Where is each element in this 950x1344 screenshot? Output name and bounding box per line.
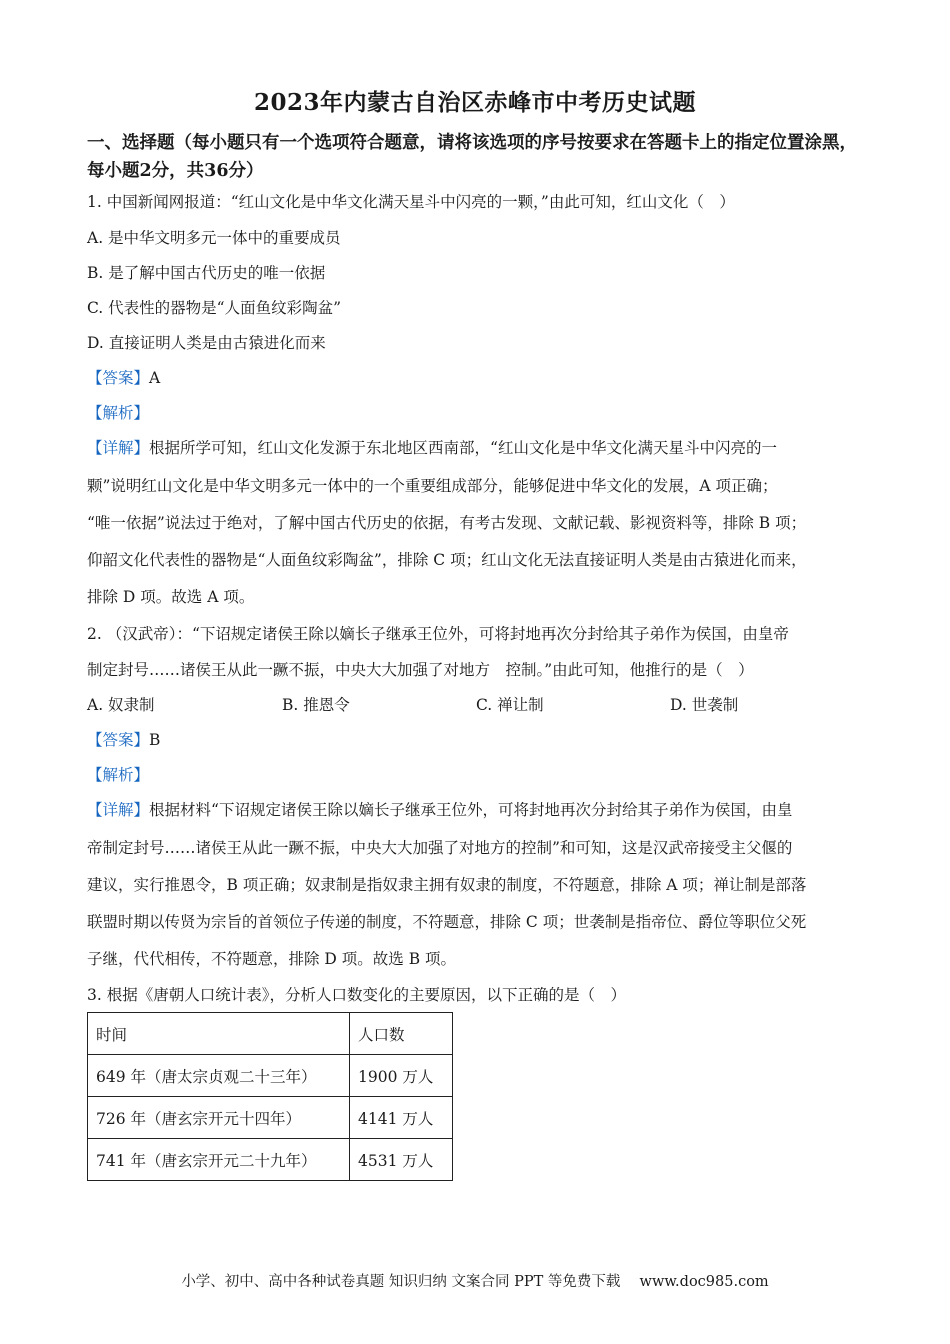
section-heading: 一、选择题（每小题只有一个选项符合题意，请将该选项的序号按要求在答题卡上的指定位置涂黑，每小题2分，共36分）	[87, 133, 857, 181]
q2-option-b: B. 推恩令	[282, 696, 350, 714]
page-title: 2023年内蒙古自治区赤峰市中考历史试题	[253, 89, 696, 116]
table-cell: 1900 万人	[350, 1055, 453, 1097]
q2-detail-line: 建议，实行推恩令，B 项正确；奴隶制是指奴隶主拥有奴隶的制度，不符题意，排除 A 项；禅让制是部落	[87, 876, 807, 894]
q2-stem-line: 制定封号……诸侯王从此一蹶不振，中央大大加强了对地方 控制。”由此可知，他推行的是（ ）	[87, 661, 754, 679]
detail-tag: 【详解】	[87, 801, 150, 819]
q1-detail-line: 颗”说明红山文化是中华文明多元一体中的一个重要组成部分，能够促进中华文化的发展，A 项正确；	[87, 477, 778, 495]
answer-tag: 【答案】	[87, 731, 150, 749]
table-header-cell: 人口数	[350, 1013, 453, 1055]
q1-option-b: B. 是了解中国古代历史的唯一依据	[87, 264, 326, 282]
q3-stem: 3. 根据《唐朝人口统计表》，分析人口数变化的主要原因，以下正确的是（ ）	[87, 986, 626, 1004]
q1-analysis-tag: 【解析】	[87, 404, 150, 422]
q2-detail-line: 帝制定封号……诸侯王从此一蹶不振，中央大大加强了对地方的控制”和可知，这是汉武帝接受主父偃的	[87, 839, 793, 857]
table-cell: 4141 万人	[350, 1097, 453, 1139]
q1-option-a: A. 是中华文明多元一体中的重要成员	[87, 229, 341, 247]
q2-answer	[87, 728, 160, 750]
detail-text: 根据所学可知，红山文化发源于东北地区西南部，“红山文化是中华文化满天星斗中闪亮的一	[149, 439, 777, 457]
q1-answer	[87, 366, 160, 388]
table-row	[88, 1055, 453, 1097]
q2-detail-line: 联盟时期以传贤为宗旨的首领位子传递的制度，不符题意，排除 C 项；世袭制是指帝位、爵位等职位父死	[87, 913, 807, 931]
q1-option-d: D. 直接证明人类是由古猿进化而来	[87, 334, 326, 352]
answer-value: A	[149, 369, 161, 387]
table-cell: 741 年（唐玄宗开元二十九年）	[88, 1139, 350, 1181]
table-row	[88, 1139, 453, 1181]
q2-option-c: C. 禅让制	[476, 696, 544, 714]
q2-detail-line: 子继，代代相传，不符题意，排除 D 项。故选 B 项。	[87, 950, 457, 968]
table-cell: 726 年（唐玄宗开元十四年）	[88, 1097, 350, 1139]
detail-text: 根据材料“下诏规定诸侯王除以嫡长子继承王位外，可将封地再次分封给其子弟作为侯国，由皇	[149, 801, 793, 819]
q2-option-d: D. 世袭制	[670, 696, 739, 714]
q1-detail-line: 仰韶文化代表性的器物是“人面鱼纹彩陶盆”，排除 C 项；红山文化无法直接证明人类是由古猿进化而来，	[87, 551, 807, 569]
q1-detail-line: 排除 D 项。故选 A 项。	[87, 588, 255, 606]
table-cell: 649 年（唐太宗贞观二十三年）	[88, 1055, 350, 1097]
q2-stem-line: 2. （汉武帝）：“下诏规定诸侯王除以嫡长子继承王位外，可将封地再次分封给其子弟作为侯国，由皇帝	[87, 625, 789, 643]
detail-tag: 【详解】	[87, 439, 150, 457]
q2-detail-line	[87, 798, 792, 820]
q2-option-a: A. 奴隶制	[87, 696, 155, 714]
q1-detail-line	[87, 436, 777, 458]
answer-tag: 【答案】	[87, 369, 150, 387]
answer-value: B	[149, 731, 161, 749]
population-table	[87, 1012, 453, 1181]
q1-detail-line: “唯一依据”说法过于绝对，了解中国古代历史的依据，有考古发现、文献记载、影视资料等，排除 B 项；	[87, 514, 807, 532]
q1-option-c: C. 代表性的器物是“人面鱼纹彩陶盆”	[87, 299, 342, 317]
page-footer: 小学、初中、高中各种试卷真题 知识归纳 文案合同 PPT 等免费下载 www.doc985.com	[181, 1274, 769, 1290]
table-header-row	[88, 1013, 453, 1055]
q1-stem: 1. 中国新闻网报道：“红山文化是中华文化满天星斗中闪亮的一颗，”由此可知，红山文化（ ）	[87, 193, 735, 211]
table-cell: 4531 万人	[350, 1139, 453, 1181]
table-row	[88, 1097, 453, 1139]
table-header-cell: 时间	[88, 1013, 350, 1055]
q2-analysis-tag: 【解析】	[87, 766, 150, 784]
